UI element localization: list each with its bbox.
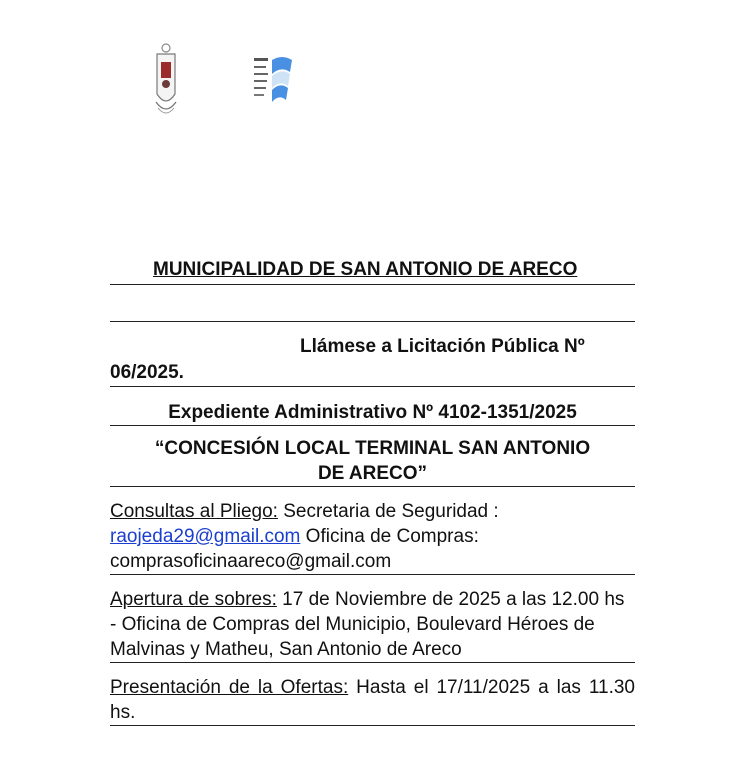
anniversary-flag-logo	[254, 54, 296, 106]
consultas-label: Consultas al Pliego:	[110, 501, 278, 522]
apertura-section	[110, 575, 635, 663]
expediente-number: Expediente Administrativo Nº 4102-1351/2025	[110, 387, 635, 426]
presentacion-section	[110, 663, 635, 726]
apertura-text: 17 de Noviembre de 2025 a las 12.00 hs - Oficina de Compras del Municipio, Boulevard Héroes de Malvinas y Matheu, San Antonio de Areco	[110, 589, 625, 660]
page-title: MUNICIPALIDAD DE SAN ANTONIO DE ARECO	[110, 258, 635, 285]
concession-title	[110, 426, 635, 487]
email-compras: comprasoficinaareco@gmail.com	[110, 551, 392, 572]
municipal-shield-logo	[152, 42, 180, 120]
licitacion-call	[110, 322, 635, 387]
presentacion-label: Presentación de la Ofertas:	[110, 677, 349, 698]
divider	[110, 285, 635, 322]
presentacion-text: Hasta el 17/11/2025 a las 11.30 hs.	[110, 677, 635, 723]
compras-office-text: Oficina de Compras:	[300, 526, 479, 547]
concession-title-line1: “CONCESIÓN LOCAL TERMINAL SAN ANTONIO	[154, 438, 591, 459]
concession-title-line2: DE ARECO”	[317, 463, 428, 484]
consultas-text: Secretaria de Seguridad :	[277, 501, 499, 522]
document-body	[110, 258, 635, 726]
consultas-section	[110, 487, 635, 575]
email-link-seguridad[interactable]: raojeda29@gmail.com	[110, 526, 301, 547]
licitacion-call-line1: Llámese a Licitación Pública Nº	[300, 336, 585, 357]
apertura-label: Apertura de sobres:	[110, 589, 277, 610]
licitacion-number: 06/2025.	[110, 362, 184, 383]
